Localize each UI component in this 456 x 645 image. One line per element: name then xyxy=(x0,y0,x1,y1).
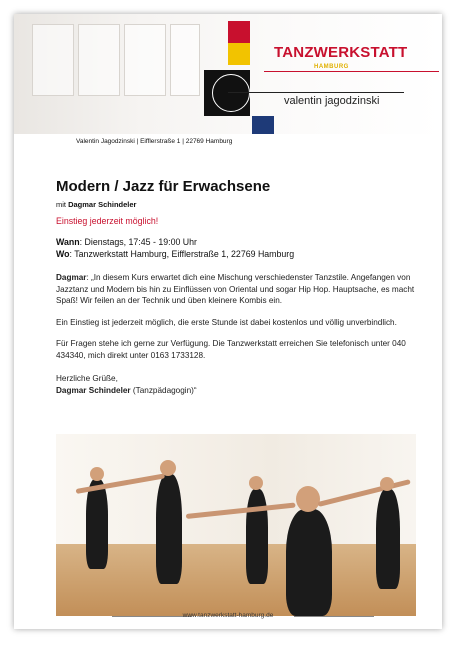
dancer-figure xyxy=(86,479,108,569)
schedule-block xyxy=(56,236,416,260)
logo-navy-square xyxy=(252,116,274,134)
teacher-name: Dagmar Schindeler xyxy=(68,200,137,209)
photo-floor xyxy=(56,544,416,616)
where-value: : Tanzwerkstatt Hamburg, Eifflerstraße 1, 22769 Hamburg xyxy=(69,249,295,259)
greeting: Herzliche Grüße, xyxy=(56,374,118,383)
window-pane xyxy=(78,24,120,96)
where-line xyxy=(56,248,416,260)
dancer-figure xyxy=(286,509,332,616)
dance-class-photo xyxy=(56,434,416,616)
owner-name: valentin jagodzinski xyxy=(284,95,380,107)
dancer-figure xyxy=(156,474,182,584)
studio-header-photo xyxy=(14,14,442,134)
dancer-head xyxy=(380,477,394,491)
footer-website[interactable]: www.tanzwerkstatt-hamburg.de xyxy=(182,612,274,619)
logo-yellow-square xyxy=(228,43,250,65)
dancer-head xyxy=(90,467,104,481)
where-label: Wo xyxy=(56,249,70,259)
brand-name: TANZWERKSTATT xyxy=(274,44,408,61)
window-pane xyxy=(170,24,200,96)
when-value: : Dienstags, 17:45 - 19:00 Uhr xyxy=(79,237,197,247)
window-pane xyxy=(124,24,166,96)
course-title: Modern / Jazz für Erwachsene xyxy=(56,178,271,195)
brand-divider xyxy=(264,71,439,72)
intro-paragraph xyxy=(56,272,416,307)
logo-red-square xyxy=(228,21,250,43)
course-content xyxy=(56,178,416,396)
window-pane xyxy=(32,24,74,96)
logo-line xyxy=(228,92,404,93)
entry-notice: Einstieg jederzeit möglich! xyxy=(56,216,159,226)
logo-circle xyxy=(212,74,250,112)
flyer-page xyxy=(14,14,442,629)
teacher-line xyxy=(56,200,416,209)
intro-text: : „In diesem Kurs erwartet dich eine Mischung verschiedenster Tanzstile. Angefangen von Jazztanz und Modern bis hin zu Einflüssen von Oriental und sogar Hip Hop. Hauptsache, es macht Spaß! Wir feilen an der Technik und üben kleinere Kombis ein. xyxy=(56,273,415,305)
signature xyxy=(56,385,416,397)
teacher-prefix: mit xyxy=(56,200,66,209)
dancer-head xyxy=(296,486,320,512)
brand-city: HAMBURG xyxy=(314,64,349,70)
signature-name: Dagmar Schindeler xyxy=(56,385,131,395)
when-label: Wann xyxy=(56,237,80,247)
photo-wall xyxy=(56,434,416,544)
address-line: Valentin Jagodzinski | Eifflerstraße 1 | 22769 Hamburg xyxy=(76,138,233,145)
when-line xyxy=(56,236,416,248)
dancer-figure xyxy=(376,489,400,589)
entry-paragraph: Ein Einstieg ist jederzeit möglich, die erste Stunde ist dabei kostenlos und völlig unverbindlich. xyxy=(56,317,397,327)
dancer-figure xyxy=(246,489,268,584)
intro-speaker: Dagmar xyxy=(56,273,87,282)
signature-role: (Tanzpädagogin)“ xyxy=(130,385,197,395)
dancer-head xyxy=(249,476,263,490)
contact-paragraph: Für Fragen stehe ich gerne zur Verfügung. Die Tanzwerkstatt erreichen Sie telefonisch unter 040 434340, mich direkt unter 0163 1733128. xyxy=(56,339,406,360)
closing xyxy=(56,373,416,396)
